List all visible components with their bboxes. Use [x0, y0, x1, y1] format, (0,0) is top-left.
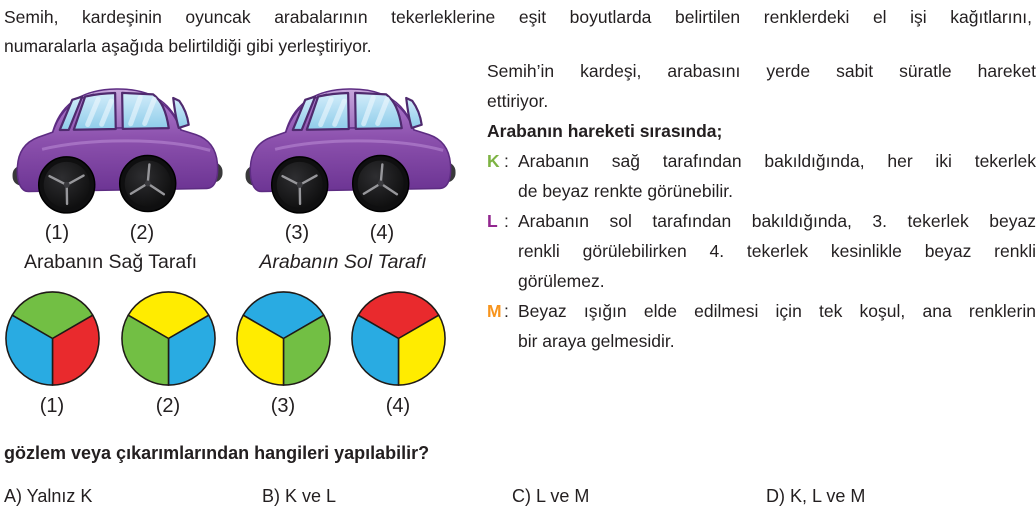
option-a[interactable]: A) Yalnız K — [4, 486, 93, 506]
intro-text: Semih, kardeşinin oyuncak arabalarının tekerleklerine eşit boyutlarda belirtilen renklerdeki el işi kağıtlarını, numaralarla aşağıda belirtildiği gibi yerleştiriyor. — [4, 7, 1032, 56]
statement-colon: : — [504, 151, 509, 171]
disc-label-4: (4) — [385, 395, 411, 417]
figure-panel — [0, 62, 482, 434]
option-d[interactable]: D) K, L ve M — [766, 486, 866, 506]
statement-colon: : — [504, 211, 509, 231]
option-c[interactable]: C) L ve M — [512, 486, 590, 506]
statement-key-m: M — [487, 301, 502, 321]
statement-text-l: Arabanın sol tarafından bakıldığında, 3. tekerlek beyaz renkli görülebilirken 4. tekerlek kesinlikle beyaz renkli görülemez. — [518, 211, 1036, 291]
statement-row-m — [487, 296, 1036, 356]
mover-paragraph: Semih’in kardeşi, arabasını yerde sabit süratle hareket ettiriyor. — [487, 61, 1036, 111]
statements-heading: Arabanın hareketi sırasında; — [487, 121, 723, 141]
wheel-label-4: (4) — [369, 222, 395, 244]
wheel-label-3: (3) — [284, 222, 310, 244]
statement-key-l: L — [487, 211, 498, 231]
wheel-disc-4 — [350, 290, 447, 387]
disc-label-2: (2) — [155, 395, 181, 417]
disc-label-1: (1) — [39, 395, 65, 417]
car-left-caption: Arabanın Sol Tarafı — [259, 251, 427, 273]
statement-text-k: Arabanın sağ tarafından bakıldığında, her iki tekerlek de beyaz renkte görünebilir. — [518, 151, 1036, 201]
wheel-label-1: (1) — [44, 222, 70, 244]
description-panel — [487, 56, 1036, 356]
disc-label-3: (3) — [270, 395, 296, 417]
statement-row-l — [487, 206, 1036, 296]
wheel-disc-3 — [235, 290, 332, 387]
car-right-side-image — [12, 68, 224, 220]
statement-row-k — [487, 146, 1036, 206]
statement-text-m: Beyaz ışığın elde edilmesi için tek koşul, ana renklerin bir araya gelmesidir. — [518, 301, 1036, 351]
question-text: gözlem veya çıkarımlarından hangileri yapılabilir? — [4, 443, 430, 463]
option-b[interactable]: B) K ve L — [262, 486, 337, 506]
wheel-disc-1 — [4, 290, 101, 387]
statement-colon: : — [504, 301, 509, 321]
wheel-label-2: (2) — [129, 222, 155, 244]
car-right-caption: Arabanın Sağ Tarafı — [23, 251, 198, 273]
wheel-disc-2 — [120, 290, 217, 387]
car-left-side-image — [245, 68, 457, 220]
statement-key-k: K — [487, 151, 500, 171]
answer-options — [0, 486, 1036, 516]
